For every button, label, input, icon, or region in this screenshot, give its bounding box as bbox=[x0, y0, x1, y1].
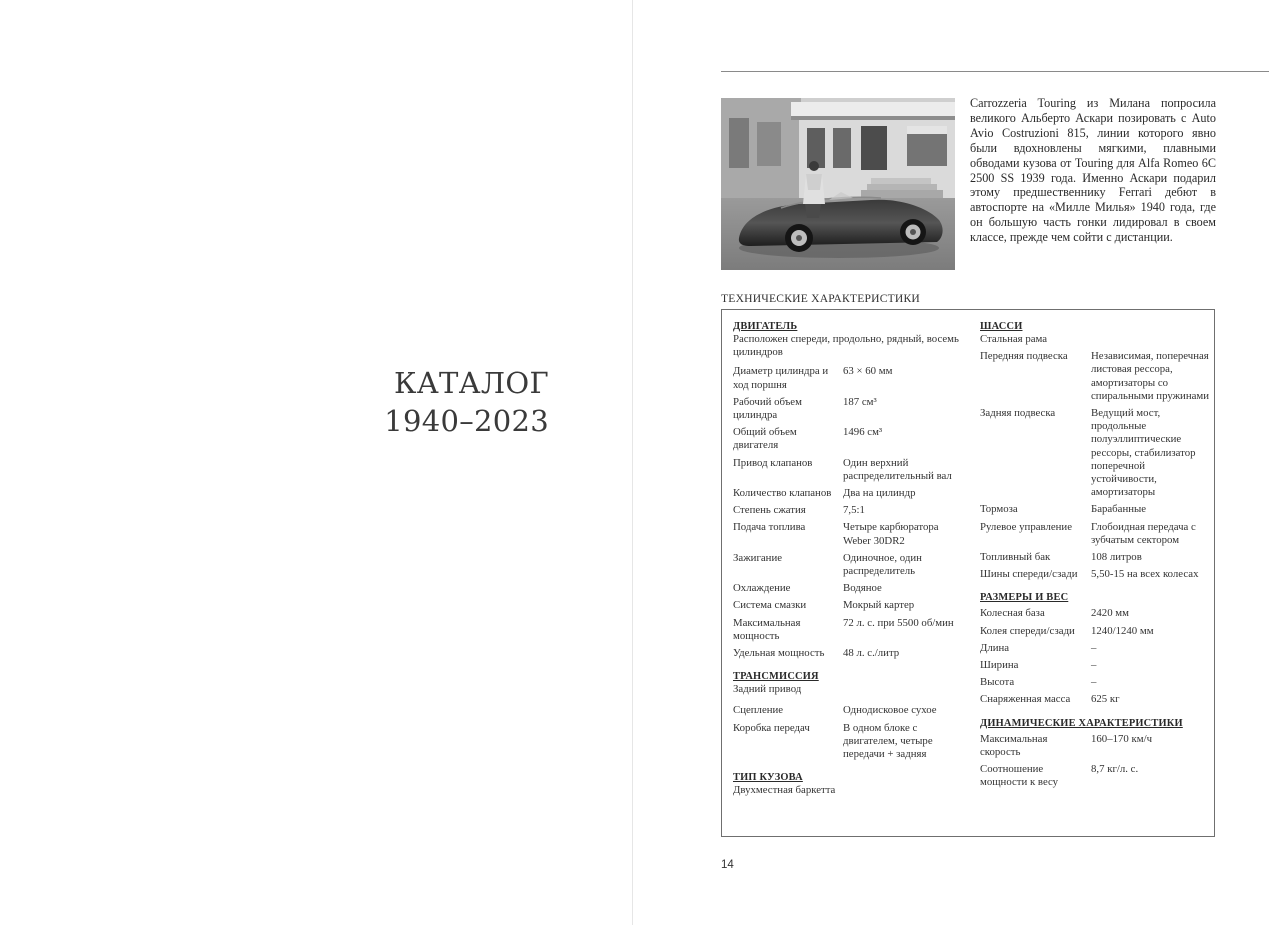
spec-row bbox=[733, 722, 961, 762]
spec-key: Передняя подвеска bbox=[980, 350, 1068, 363]
spec-row bbox=[733, 582, 961, 595]
spec-key: Количество клапанов bbox=[733, 487, 832, 500]
spec-key: Диаметр цилиндра и ход поршня bbox=[733, 365, 829, 391]
spec-key: Колесная база bbox=[980, 607, 1045, 620]
chassis-section-title: ШАССИ bbox=[980, 321, 1023, 332]
spec-key: Соотношение мощности к весу bbox=[980, 763, 1059, 789]
spec-key: Зажигание bbox=[733, 551, 783, 564]
transmission-section-title: ТРАНСМИССИЯ bbox=[733, 671, 819, 683]
spec-row bbox=[980, 676, 1210, 689]
spec-row bbox=[733, 365, 961, 391]
spec-value: 5,50-15 на всех колесах bbox=[1091, 568, 1199, 581]
photo-caption: Carrozzeria Touring из Милана попросила великого Альберто Аскари позировать с Auto Avio Costruzioni 815, линии которого явно были вдохновлены мягкими, плавными обводами кузова от Touring для Alfa Romeo 6C 2500 SS 1939 года. Именно Аскари подарил этому предшественнику Ferrari дебют в автоспорте на «Милле Милья» 1940 года, где он большую часть гонки лидировал в своем классе, прежде чем сойти с дистанции. bbox=[970, 96, 1216, 245]
body-type-section-title: ТИП КУЗОВА bbox=[733, 772, 803, 784]
spec-key: Тормоза bbox=[980, 503, 1018, 516]
spec-value: Один верхний распределительный вал bbox=[843, 456, 952, 482]
spec-key: Снаряженная масса bbox=[980, 693, 1071, 706]
spec-value: 1240/1240 мм bbox=[1091, 624, 1154, 637]
spec-key: Длина bbox=[980, 641, 1010, 654]
spec-row bbox=[980, 693, 1210, 706]
car-photo bbox=[721, 98, 955, 270]
spec-value: 108 литров bbox=[1091, 551, 1142, 564]
spec-row bbox=[980, 551, 1210, 564]
specs-table bbox=[721, 309, 1215, 837]
spec-row bbox=[733, 617, 961, 643]
spec-value: 160–170 км/ч bbox=[1091, 732, 1152, 745]
spec-key: Привод клапанов bbox=[733, 456, 813, 469]
spec-value: 63 × 60 мм bbox=[843, 365, 893, 378]
catalog-title bbox=[384, 364, 549, 440]
spec-key: Колея спереди/сзади bbox=[980, 624, 1075, 637]
body-type-description: Двухместная баркетта bbox=[733, 784, 836, 797]
spec-row bbox=[980, 642, 1210, 655]
spec-value: Ведущий мост, продольные полуэллиптические рессоры, стабилизатор поперечной устойчивости, амортизаторы bbox=[1091, 407, 1196, 499]
spec-value: 48 л. с./литр bbox=[843, 647, 900, 660]
spec-value: В одном блоке с двигателем, четыре передачи + задняя bbox=[843, 721, 933, 761]
dimensions-section-title: РАЗМЕРЫ И ВЕС bbox=[980, 592, 1069, 604]
spec-row bbox=[733, 457, 961, 483]
spec-key: Сцепление bbox=[733, 704, 784, 717]
spec-key: Максимальная скорость bbox=[980, 732, 1048, 758]
specs-heading: ТЕХНИЧЕСКИЕ ХАРАКТЕРИСТИКИ bbox=[721, 292, 921, 305]
spec-value: – bbox=[1091, 676, 1097, 689]
spec-value: 72 л. с. при 5500 об/мин bbox=[843, 616, 954, 629]
spec-row bbox=[980, 763, 1210, 789]
specs-left-column bbox=[733, 320, 961, 797]
spec-value: Барабанные bbox=[1091, 503, 1147, 516]
spec-key: Топливный бак bbox=[980, 551, 1051, 564]
catalog-title-line1: КАТАЛОГ bbox=[394, 366, 549, 400]
spec-key: Удельная мощность bbox=[733, 647, 825, 660]
dynamics-section-title: ДИНАМИЧЕСКИЕ ХАРАКТЕРИСТИКИ bbox=[980, 717, 1183, 729]
page-number: 14 bbox=[721, 859, 734, 871]
spec-row bbox=[733, 647, 961, 660]
spec-value: Независимая, поперечная листовая рессора, амортизаторы со спиральными пружинами bbox=[1091, 350, 1209, 402]
spec-key: Ширина bbox=[980, 659, 1019, 672]
spec-key: Максимальная мощность bbox=[733, 616, 801, 642]
spec-key: Система смазки bbox=[733, 599, 807, 612]
spec-key: Высота bbox=[980, 676, 1015, 689]
transmission-description: Задний привод bbox=[733, 683, 802, 696]
spec-row bbox=[980, 625, 1210, 638]
spec-key: Подача топлива bbox=[733, 521, 806, 534]
spec-value: 625 кг bbox=[1091, 693, 1120, 706]
spec-row bbox=[733, 704, 961, 717]
spec-value: 1496 см³ bbox=[843, 426, 883, 439]
spec-row bbox=[733, 599, 961, 612]
spec-value: Однодисковое сухое bbox=[843, 704, 937, 717]
spec-row bbox=[980, 568, 1210, 581]
spec-key: Шины спереди/сзади bbox=[980, 568, 1078, 581]
spec-key: Коробка передач bbox=[733, 721, 810, 734]
specs-right-column bbox=[980, 320, 1210, 789]
spec-value: 187 см³ bbox=[843, 395, 877, 408]
spec-row bbox=[980, 659, 1210, 672]
spec-value: 7,5:1 bbox=[843, 504, 865, 517]
spec-row bbox=[733, 521, 961, 547]
spec-value: – bbox=[1091, 659, 1097, 672]
spec-row bbox=[733, 426, 961, 452]
spec-row bbox=[733, 504, 961, 517]
spec-value: 2420 мм bbox=[1091, 607, 1129, 620]
engine-section-title: ДВИГАТЕЛЬ bbox=[733, 321, 798, 332]
spec-row bbox=[980, 733, 1210, 759]
spec-value: Два на цилиндр bbox=[843, 487, 916, 500]
spec-value: 8,7 кг/л. с. bbox=[1091, 763, 1139, 776]
spec-row bbox=[980, 350, 1210, 403]
spec-key: Рулевое управление bbox=[980, 520, 1073, 533]
spec-row bbox=[733, 487, 961, 500]
top-rule bbox=[721, 71, 1269, 72]
catalog-title-line2: 1940–2023 bbox=[384, 404, 549, 438]
spec-row bbox=[733, 396, 961, 422]
engine-description: Расположен спереди, продольно, рядный, восемь цилиндров bbox=[733, 333, 959, 359]
spec-row bbox=[980, 607, 1210, 620]
spec-value: Одиночное, один распределитель bbox=[843, 551, 922, 578]
spec-value: Водяное bbox=[843, 582, 882, 595]
spec-value: – bbox=[1091, 641, 1097, 654]
spec-key: Общий объем двигателя bbox=[733, 426, 797, 452]
spec-key: Рабочий объем цилиндра bbox=[733, 395, 802, 422]
chassis-description: Стальная рама bbox=[980, 333, 1048, 345]
spec-key: Охлаждение bbox=[733, 582, 791, 595]
spec-row bbox=[733, 552, 961, 578]
spec-value: Глобоидная передача с зубчатым сектором bbox=[1091, 520, 1196, 546]
left-page bbox=[0, 0, 632, 925]
spec-value: Мокрый картер bbox=[843, 599, 915, 612]
spec-value: Четыре карбюратора Weber 30DR2 bbox=[843, 521, 939, 547]
spec-key: Задняя подвеска bbox=[980, 407, 1056, 420]
spec-key: Степень сжатия bbox=[733, 504, 806, 517]
spec-row bbox=[980, 521, 1210, 547]
spec-row bbox=[980, 503, 1210, 516]
spec-row bbox=[980, 407, 1210, 499]
